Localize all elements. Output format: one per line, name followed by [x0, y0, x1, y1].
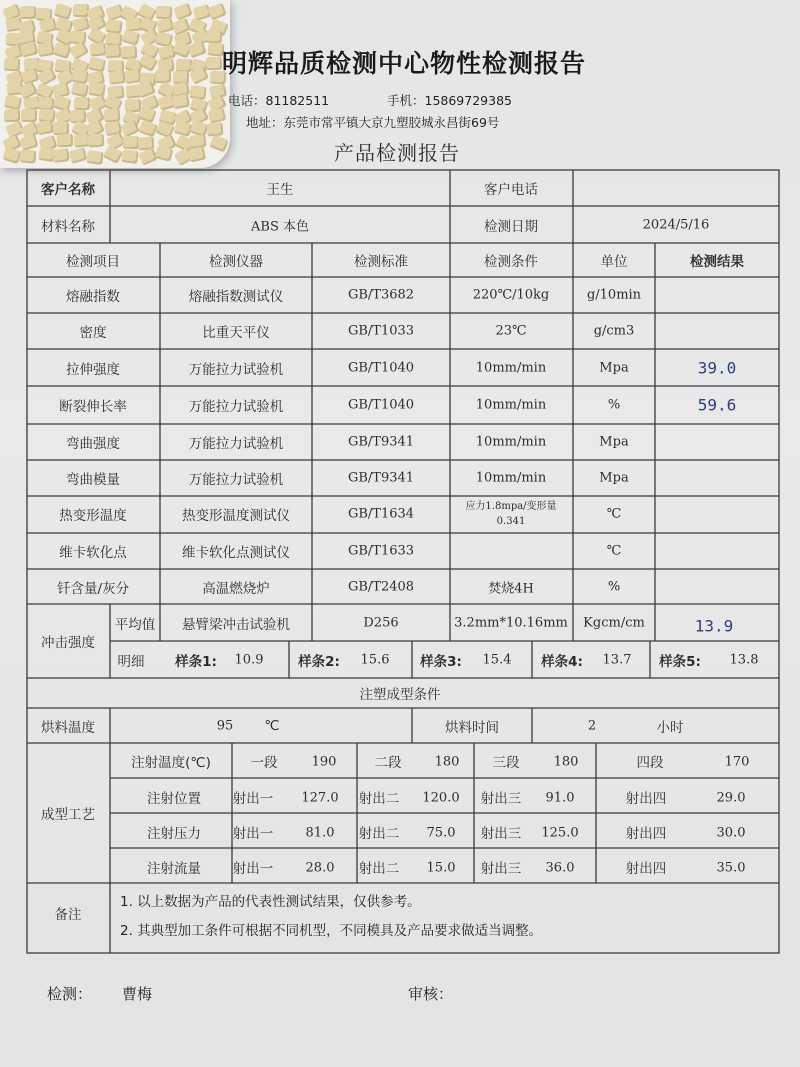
test-standard: GB/T1040 — [347, 397, 415, 413]
pellet — [207, 3, 227, 21]
stage-value: 35.0 — [716, 860, 746, 876]
test-result: 39.0 — [697, 358, 737, 378]
stage-name: 射出三 — [480, 791, 522, 807]
test-unit: ℃ — [606, 506, 622, 522]
remarks-label: 备注 — [54, 907, 82, 923]
test-condition: 10mm/min — [475, 397, 547, 413]
test-condition: 10mm/min — [475, 360, 547, 376]
sample-value: 15.4 — [482, 652, 512, 668]
test-instrument: 万能拉力试验机 — [188, 399, 284, 415]
test-instrument: 万能拉力试验机 — [188, 472, 284, 488]
column-header: 检测条件 — [484, 254, 538, 270]
test-instrument: 热变形温度测试仪 — [182, 508, 290, 524]
bake-temp-unit: ℃ — [264, 718, 280, 734]
test-item: 弯曲模量 — [66, 472, 120, 488]
phone-line: 电话：81182511 — [228, 93, 330, 108]
test-item: 熔融指数 — [66, 289, 120, 305]
impact-condition: 3.2mm*10.16mm — [454, 615, 568, 631]
pellet — [53, 148, 71, 163]
customer-label: 客户名称 — [41, 182, 95, 198]
sample-label: 样条2: — [298, 654, 340, 670]
stage-value: 127.0 — [301, 790, 339, 806]
test-item: 拉伸强度 — [66, 362, 120, 378]
pellet — [208, 108, 226, 124]
molding-section-title: 注塑成型条件 — [359, 687, 441, 703]
test-unit: % — [607, 397, 621, 413]
test-standard: GB/T3682 — [347, 287, 415, 303]
pellet — [108, 71, 125, 86]
sample-value: 13.7 — [602, 652, 632, 668]
pellet — [188, 146, 206, 162]
stage-value: 36.0 — [545, 860, 575, 876]
stage-name: 射出一 — [232, 861, 274, 877]
stage-name: 射出四 — [625, 861, 667, 877]
test-instrument: 万能拉力试验机 — [188, 436, 284, 452]
stage-name: 射出二 — [358, 791, 400, 807]
pellet — [88, 56, 106, 72]
test-date-label: 检测日期 — [484, 219, 538, 235]
stage-name: 射出四 — [625, 826, 667, 842]
pellet — [4, 57, 21, 71]
test-instrument: 维卡软化点测试仪 — [182, 545, 290, 561]
pellet-sample-bag — [0, 0, 230, 168]
pellet — [206, 57, 222, 71]
customer-value: 王生 — [266, 182, 294, 198]
pellet — [20, 134, 39, 151]
impact-unit: Kgcm/cm — [583, 615, 645, 631]
stage-value: 29.0 — [716, 790, 746, 806]
injection-row-label: 注射压力 — [147, 826, 201, 842]
test-item: 维卡软化点 — [59, 545, 127, 561]
test-condition-line: 应力1.8mpa/变形量 — [465, 501, 557, 512]
pellet — [69, 147, 88, 164]
sample-label: 样条3: — [420, 654, 462, 670]
test-date-value: 2024/5/16 — [642, 217, 710, 233]
bake-temp-label: 烘料温度 — [41, 720, 95, 736]
pellet — [70, 81, 89, 97]
stage-value: 91.0 — [545, 790, 575, 806]
stage-name: 射出四 — [625, 791, 667, 807]
test-instrument: 比重天平仪 — [202, 325, 270, 341]
test-unit: % — [607, 579, 621, 595]
test-condition-line: 0.341 — [496, 516, 526, 527]
inspector-label: 检测： — [47, 985, 93, 1003]
remark-line-1: 1. 以上数据为产品的代表性测试结果，仅供参考。 — [120, 894, 421, 910]
test-unit: g/10min — [586, 287, 642, 303]
pellet — [138, 120, 157, 138]
test-condition: 10mm/min — [475, 434, 547, 450]
test-unit: Mpa — [599, 434, 629, 450]
process-label: 成型工艺 — [41, 807, 95, 823]
pellet — [103, 145, 123, 164]
material-label: 材料名称 — [41, 219, 95, 235]
test-item: 弯曲强度 — [66, 436, 120, 452]
impact-detail-label: 明细 — [117, 654, 145, 670]
sample-label: 样条5: — [659, 654, 701, 670]
injection-temp-label: 注射温度(℃) — [131, 755, 211, 771]
impact-label: 冲击强度 — [41, 635, 95, 651]
test-standard: GB/T1040 — [347, 360, 415, 376]
test-condition: 10mm/min — [475, 470, 547, 486]
test-unit: Mpa — [599, 360, 629, 376]
test-standard: GB/T1634 — [347, 506, 415, 522]
pellet — [88, 134, 105, 148]
bake-time-label: 烘料时间 — [445, 720, 499, 736]
test-standard: GB/T1633 — [347, 543, 415, 559]
test-condition: 220℃/10kg — [472, 287, 550, 303]
pellet — [89, 82, 107, 97]
stage-value: 30.0 — [716, 825, 746, 841]
pellet — [209, 134, 229, 152]
stage-name: 三段 — [492, 755, 520, 771]
customer-phone-label: 客户电话 — [484, 182, 538, 198]
impact-average-label: 平均值 — [114, 617, 156, 633]
stage-value: 170 — [724, 754, 750, 770]
stage-name: 二段 — [374, 755, 402, 771]
address-line: 地址：东莞市常平镇大京九塑胶城永昌街69号 — [246, 115, 500, 130]
stage-value: 180 — [434, 754, 460, 770]
test-condition: 焚烧4H — [488, 581, 534, 597]
stage-value: 28.0 — [305, 860, 335, 876]
stage-name: 射出三 — [480, 826, 522, 842]
stage-name: 四段 — [636, 755, 664, 771]
bake-time-unit: 小时 — [656, 720, 684, 736]
test-standard: GB/T2408 — [347, 579, 415, 595]
stage-name: 射出三 — [480, 861, 522, 877]
stage-name: 射出二 — [358, 826, 400, 842]
sample-label: 样条1: — [175, 654, 217, 670]
pellet — [86, 150, 104, 165]
test-item: 密度 — [79, 325, 107, 341]
material-value: ABS 本色 — [251, 219, 309, 235]
sample-value: 10.9 — [234, 652, 264, 668]
pellet — [104, 44, 121, 58]
pellet — [36, 120, 54, 136]
stage-value: 75.0 — [426, 825, 456, 841]
stage-value: 120.0 — [422, 790, 460, 806]
stage-value: 180 — [553, 754, 579, 770]
stage-name: 射出一 — [232, 826, 274, 842]
column-header: 检测标准 — [354, 254, 408, 270]
column-header: 检测项目 — [66, 254, 120, 270]
column-header: 检测结果 — [690, 254, 744, 270]
pellet — [172, 94, 190, 109]
bake-time-value: 2 — [587, 718, 597, 734]
inspector-name: 曹梅 — [122, 985, 153, 1003]
test-standard: GB/T9341 — [347, 434, 415, 450]
stage-value: 190 — [311, 754, 337, 770]
sample-value: 13.8 — [729, 652, 759, 668]
test-condition: 23℃ — [495, 323, 527, 339]
test-item: 断裂伸长率 — [59, 399, 127, 415]
sample-label: 样条4: — [541, 654, 583, 670]
pellet — [2, 146, 21, 163]
test-unit: Mpa — [599, 470, 629, 486]
stage-name: 射出二 — [358, 861, 400, 877]
test-standard: GB/T1033 — [347, 323, 415, 339]
pellet — [188, 41, 207, 58]
pellet — [20, 109, 36, 122]
bake-temp-value: 95 — [216, 718, 234, 734]
stage-value: 81.0 — [305, 825, 335, 841]
pellet — [4, 94, 22, 110]
column-header: 单位 — [600, 254, 628, 270]
stage-name: 一段 — [250, 755, 278, 771]
injection-row-label: 注射位置 — [147, 791, 201, 807]
mobile-line: 手机：15869729385 — [387, 93, 512, 108]
test-item: 热变形温度 — [59, 508, 127, 524]
impact-standard: D256 — [363, 615, 399, 631]
sample-value: 15.6 — [360, 652, 390, 668]
pellet — [121, 149, 139, 164]
column-header: 检测仪器 — [209, 254, 263, 270]
test-unit: ℃ — [606, 543, 622, 559]
pellet — [154, 145, 173, 162]
injection-row-label: 注射流量 — [147, 861, 201, 877]
stage-value: 125.0 — [541, 825, 579, 841]
pellet — [4, 108, 20, 121]
test-result: 59.6 — [697, 395, 737, 415]
test-item: 钎含量/灰分 — [56, 581, 130, 597]
pellet — [56, 134, 73, 148]
test-instrument: 熔融指数测试仪 — [188, 289, 284, 305]
company-title: 明辉品质检测中心物性检测报告 — [222, 49, 587, 78]
pellet — [206, 30, 222, 44]
remark-line-2: 2. 其典型加工条件可根据不同机型，不同模具及产品要求做适当调整。 — [120, 923, 543, 939]
impact-instrument: 悬臂梁冲击试验机 — [182, 617, 290, 633]
pellet — [122, 28, 141, 45]
report-title: 产品检测报告 — [334, 141, 460, 165]
pellet — [74, 97, 90, 110]
reviewer-label: 审核： — [408, 985, 454, 1003]
test-condition — [465, 499, 556, 529]
pellet — [19, 150, 36, 164]
test-standard: GB/T9341 — [347, 470, 415, 486]
pellet — [20, 42, 39, 58]
impact-result: 13.9 — [694, 616, 734, 636]
stage-name: 射出一 — [232, 791, 274, 807]
test-instrument: 万能拉力试验机 — [188, 362, 284, 378]
test-instrument: 高温燃烧炉 — [202, 581, 270, 597]
stage-value: 15.0 — [426, 860, 456, 876]
test-unit: g/cm3 — [593, 323, 635, 339]
pellet — [20, 6, 36, 19]
